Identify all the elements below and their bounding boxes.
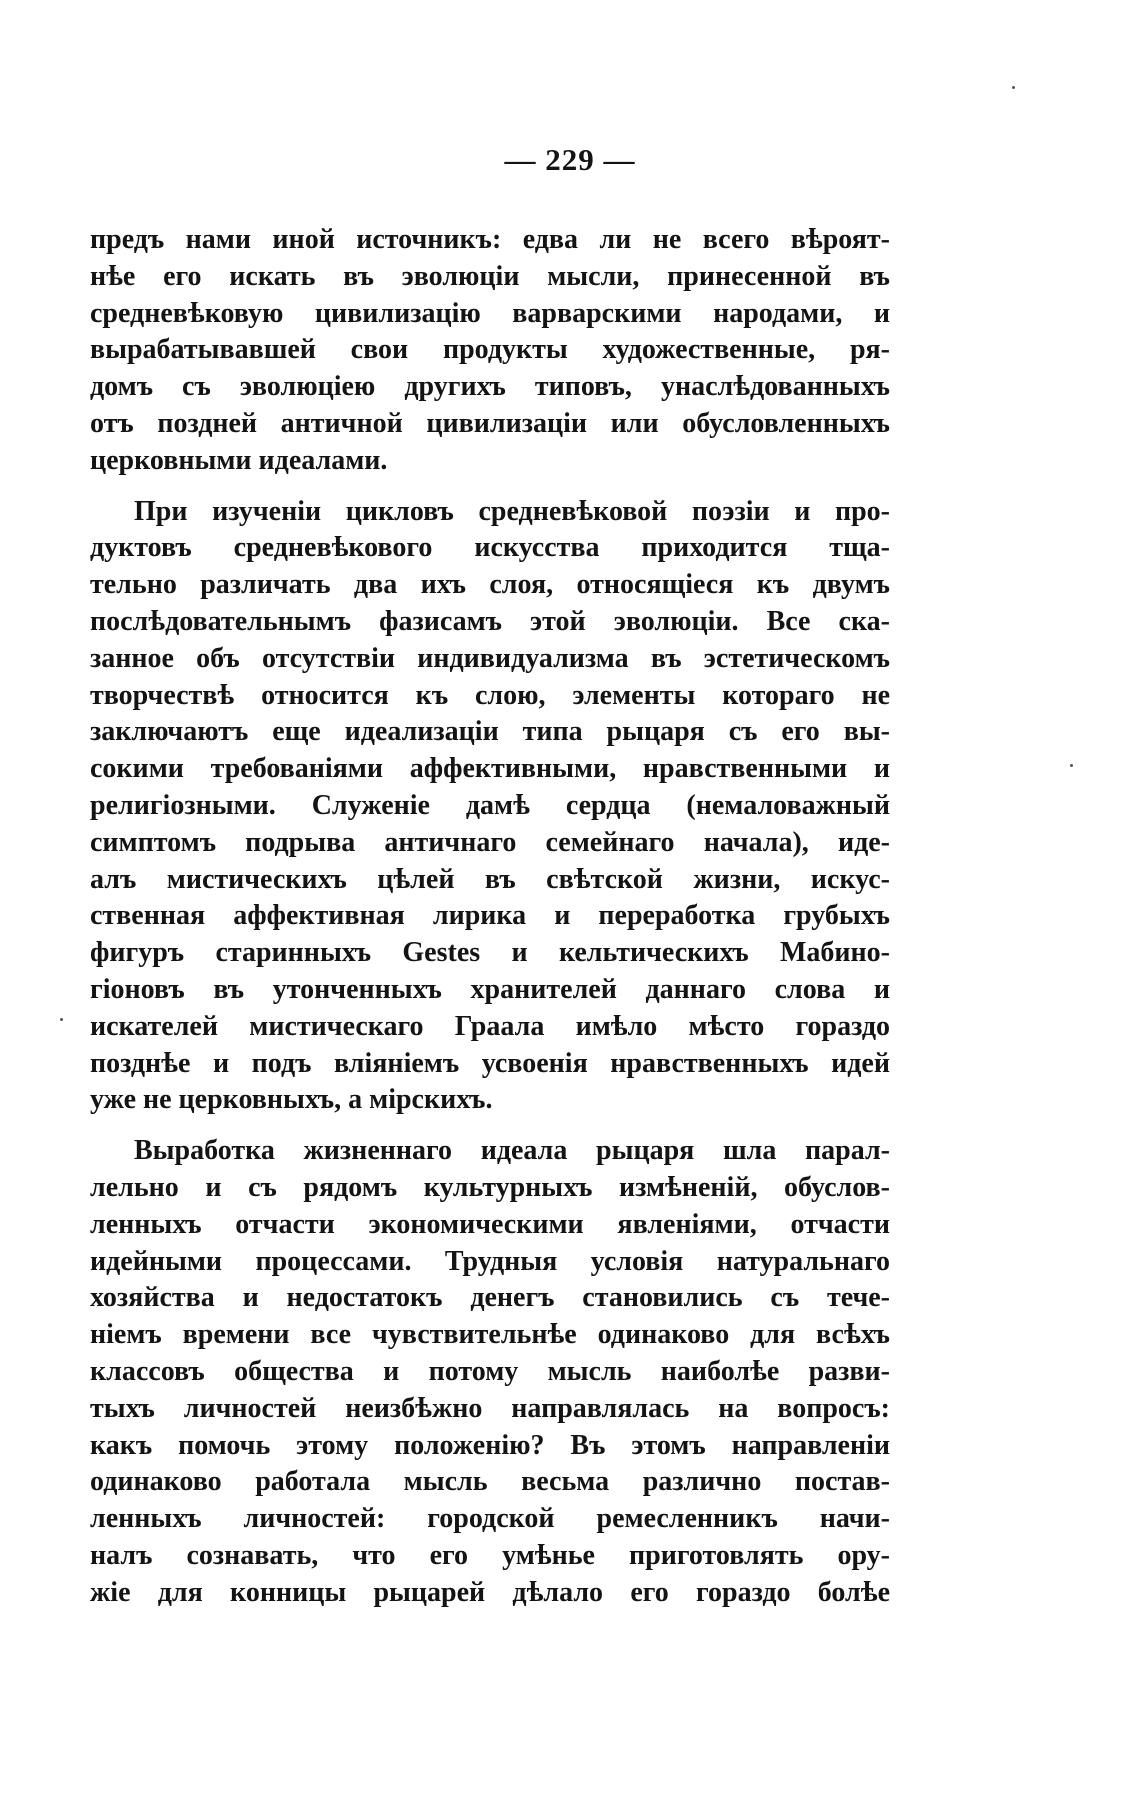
body-text bbox=[90, 222, 890, 1611]
text-line: заключаютъ еще идеализаціи типа рыцаря съ его вы- bbox=[90, 716, 890, 748]
text-line: сокими требованіями аффективными, нравственными и bbox=[90, 753, 890, 785]
text-line: домъ съ эволюціею другихъ типовъ, унаслѣдованныхъ bbox=[90, 371, 890, 403]
text-line: нѣе его искать въ эволюціи мысли, принесенной въ bbox=[90, 260, 890, 292]
text-line: симптомъ подрыва античнаго семейнаго начала), иде- bbox=[90, 826, 890, 858]
text-line: ленныхъ личностей: городской ремесленникъ начи- bbox=[90, 1503, 890, 1535]
text-line: религіозными. Служеніе дамѣ сердца (немаловажный bbox=[90, 789, 890, 821]
text-line: церковными идеалами. bbox=[90, 444, 388, 476]
text-line: тыхъ личностей неизбѣжно направлялась на вопросъ: bbox=[90, 1392, 890, 1424]
text-line: предъ нами иной источникъ: едва ли не всего вѣроят- bbox=[90, 224, 890, 255]
text-line: искателей мистическаго Граала имѣло мѣсто гораздо bbox=[90, 1010, 890, 1042]
text-line: алъ мистическихъ цѣлей въ свѣтской жизни, искус- bbox=[90, 863, 890, 895]
text-line: отъ поздней античной цивилизаціи или обусловленныхъ bbox=[90, 407, 890, 439]
text-line: ніемъ времени все чувствительнѣе одинаково для всѣхъ bbox=[90, 1319, 890, 1351]
scan-speck bbox=[1070, 764, 1073, 767]
text-line: При изученіи цикловъ средневѣковой поэзіи и про- bbox=[134, 495, 890, 527]
text-line: жіе для конницы рыцарей дѣлало его гораздо болѣе bbox=[90, 1576, 890, 1608]
text-line: занное объ отсутствіи индивидуализма въ эстетическомъ bbox=[90, 642, 890, 674]
text-line: ственная аффективная лирика и переработка грубыхъ bbox=[90, 900, 890, 932]
text-line: тельно различать два ихъ слоя, относящіеся къ двумъ bbox=[90, 569, 890, 601]
text-line: уже не церковныхъ, а мірскихъ. bbox=[90, 1084, 493, 1116]
text-line: Выработка жизненнаго идеала рыцаря шла парал- bbox=[134, 1135, 890, 1167]
text-line: дуктовъ средневѣкового искусства приходится тща- bbox=[90, 532, 890, 564]
text-line: творчествѣ относится къ слою, элементы котораго не bbox=[90, 679, 890, 711]
text-line: лельно и съ рядомъ культурныхъ измѣненій, обуслов- bbox=[90, 1171, 890, 1203]
text-line: фигуръ старинныхъ Gestes и кельтическихъ Мабино- bbox=[90, 937, 890, 969]
text-line: позднѣе и подъ вліяніемъ усвоенія нравственныхъ идей bbox=[90, 1047, 890, 1079]
text-line: налъ сознавать, что его умѣнье приготовлять ору- bbox=[90, 1539, 890, 1571]
paragraph-2 bbox=[90, 494, 890, 1120]
paragraph-1 bbox=[90, 222, 890, 480]
text-line: средневѣковую цивилизацію варварскими народами, и bbox=[90, 297, 890, 329]
text-line: какъ помочь этому положенію? Въ этомъ направленіи bbox=[90, 1429, 890, 1461]
scan-speck bbox=[1012, 86, 1015, 89]
text-line: послѣдовательнымъ фазисамъ этой эволюціи. Все ска- bbox=[90, 605, 890, 637]
text-line: гіоновъ въ утонченныхъ хранителей даннаго слова и bbox=[90, 973, 890, 1005]
text-line: хозяйства и недостатокъ денегъ становились съ тече- bbox=[90, 1282, 890, 1314]
text-line: ленныхъ отчасти экономическими явленіями, отчасти bbox=[90, 1208, 890, 1240]
text-line: идейными процессами. Трудныя условія натуральнаго bbox=[90, 1245, 890, 1277]
text-line: классовъ общества и потому мысль наиболѣе разви- bbox=[90, 1355, 890, 1387]
scan-speck bbox=[60, 1018, 63, 1021]
page-number: — 229 — bbox=[504, 142, 636, 177]
paragraph-3 bbox=[90, 1133, 890, 1611]
text-line: вырабатывавшей свои продукты художественные, ря- bbox=[90, 334, 890, 366]
text-line: одинаково работала мысль весьма различно постав- bbox=[90, 1466, 890, 1498]
